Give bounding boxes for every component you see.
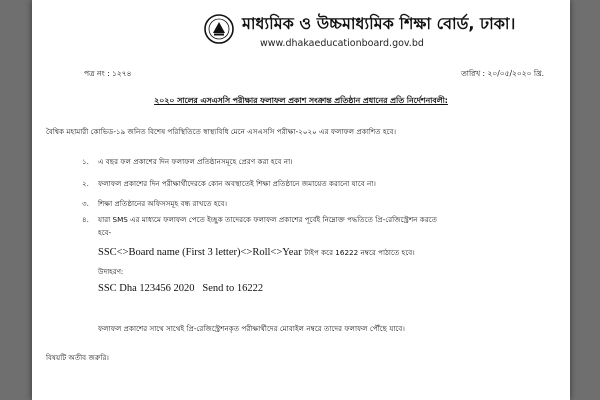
document-date: তারিখ : ২০/০৫/২০২০ খ্রি. (461, 69, 544, 78)
subject-heading: ২০২০ সালের এসএসসি পরীক্ষার ফলাফল প্রকাশ সংক্রান্ত প্রতিষ্ঠান প্রধানের প্রতি নির্দেশনাবলী: (154, 96, 448, 105)
website-link[interactable]: www.dhakaeducationboard.gov.bd (260, 38, 424, 49)
result-note: ফলাফল প্রকাশের সাথে সাথেই প্রি-রেজিস্ট্রেশনকৃত পরীক্ষার্থীদের মোবাইল নম্বরে তাদের ফলাফল পৌঁছে যাবে। (98, 324, 405, 333)
memo-number: পত্র নং : ১২৭৪ (84, 69, 132, 78)
list-item: এ বছর ফল প্রকাশের দিন ফলাফল প্রতিষ্ঠানসমূহে প্রেরণ করা হবে না। (98, 157, 293, 166)
sms-format-code: SSC<>Board name (First 3 letter)<>Roll<>Year (98, 247, 302, 258)
list-item-number: ১. (82, 157, 89, 166)
list-item-number: ৪. (82, 215, 89, 224)
list-item: শিক্ষা প্রতিষ্ঠানের অফিসসমূহ বন্ধ রাখতে হবে। (98, 199, 228, 208)
list-item-number: ২. (82, 179, 89, 188)
example-label: উদাহরণ: (98, 268, 124, 276)
document-page (32, 0, 570, 400)
list-item: যারা SMS এর মাধ্যমে ফলাফল পেতে ইচ্ছুক তাদেরকে ফলাফল প্রকাশের পূর্বেই নিম্নোক্ত পদ্ধতিতে প্রি-রেজিস্ট্রেশন করতে (98, 215, 438, 224)
intro-paragraph: বৈশ্বিক মহামারী কোভিড-১৯ জনিত বিশেষ পরিস্থিতিতে স্বাস্থ্যবিধি মেনে এসএসসি পরীক্ষা-২০২০ এর ফলাফল প্রকাশিত হবে। (46, 127, 397, 136)
list-item-number: ৩. (82, 199, 89, 208)
closing-line: বিষয়টি অতীব জরুরি। (46, 353, 109, 362)
sms-format (98, 247, 415, 260)
org-name: মাধ্যমিক ও উচ্চমাধ্যমিক শিক্ষা বোর্ড, ঢাকা। (242, 14, 516, 33)
sms-example: SSC Dha 123456 2020 Send to 16222 (98, 283, 264, 294)
list-item: ফলাফল প্রকাশের দিন পরীক্ষার্থীদেরকে কোন অবস্থাতেই শিক্ষা প্রতিষ্ঠানে জমায়েত করানো যাবে না। (98, 179, 376, 188)
list-item-continuation: হবে- (98, 228, 112, 237)
sms-format-suffix: টাইপ করে 16222 নম্বরে পাঠাতে হবে। (304, 248, 415, 257)
board-emblem-icon (204, 14, 234, 44)
